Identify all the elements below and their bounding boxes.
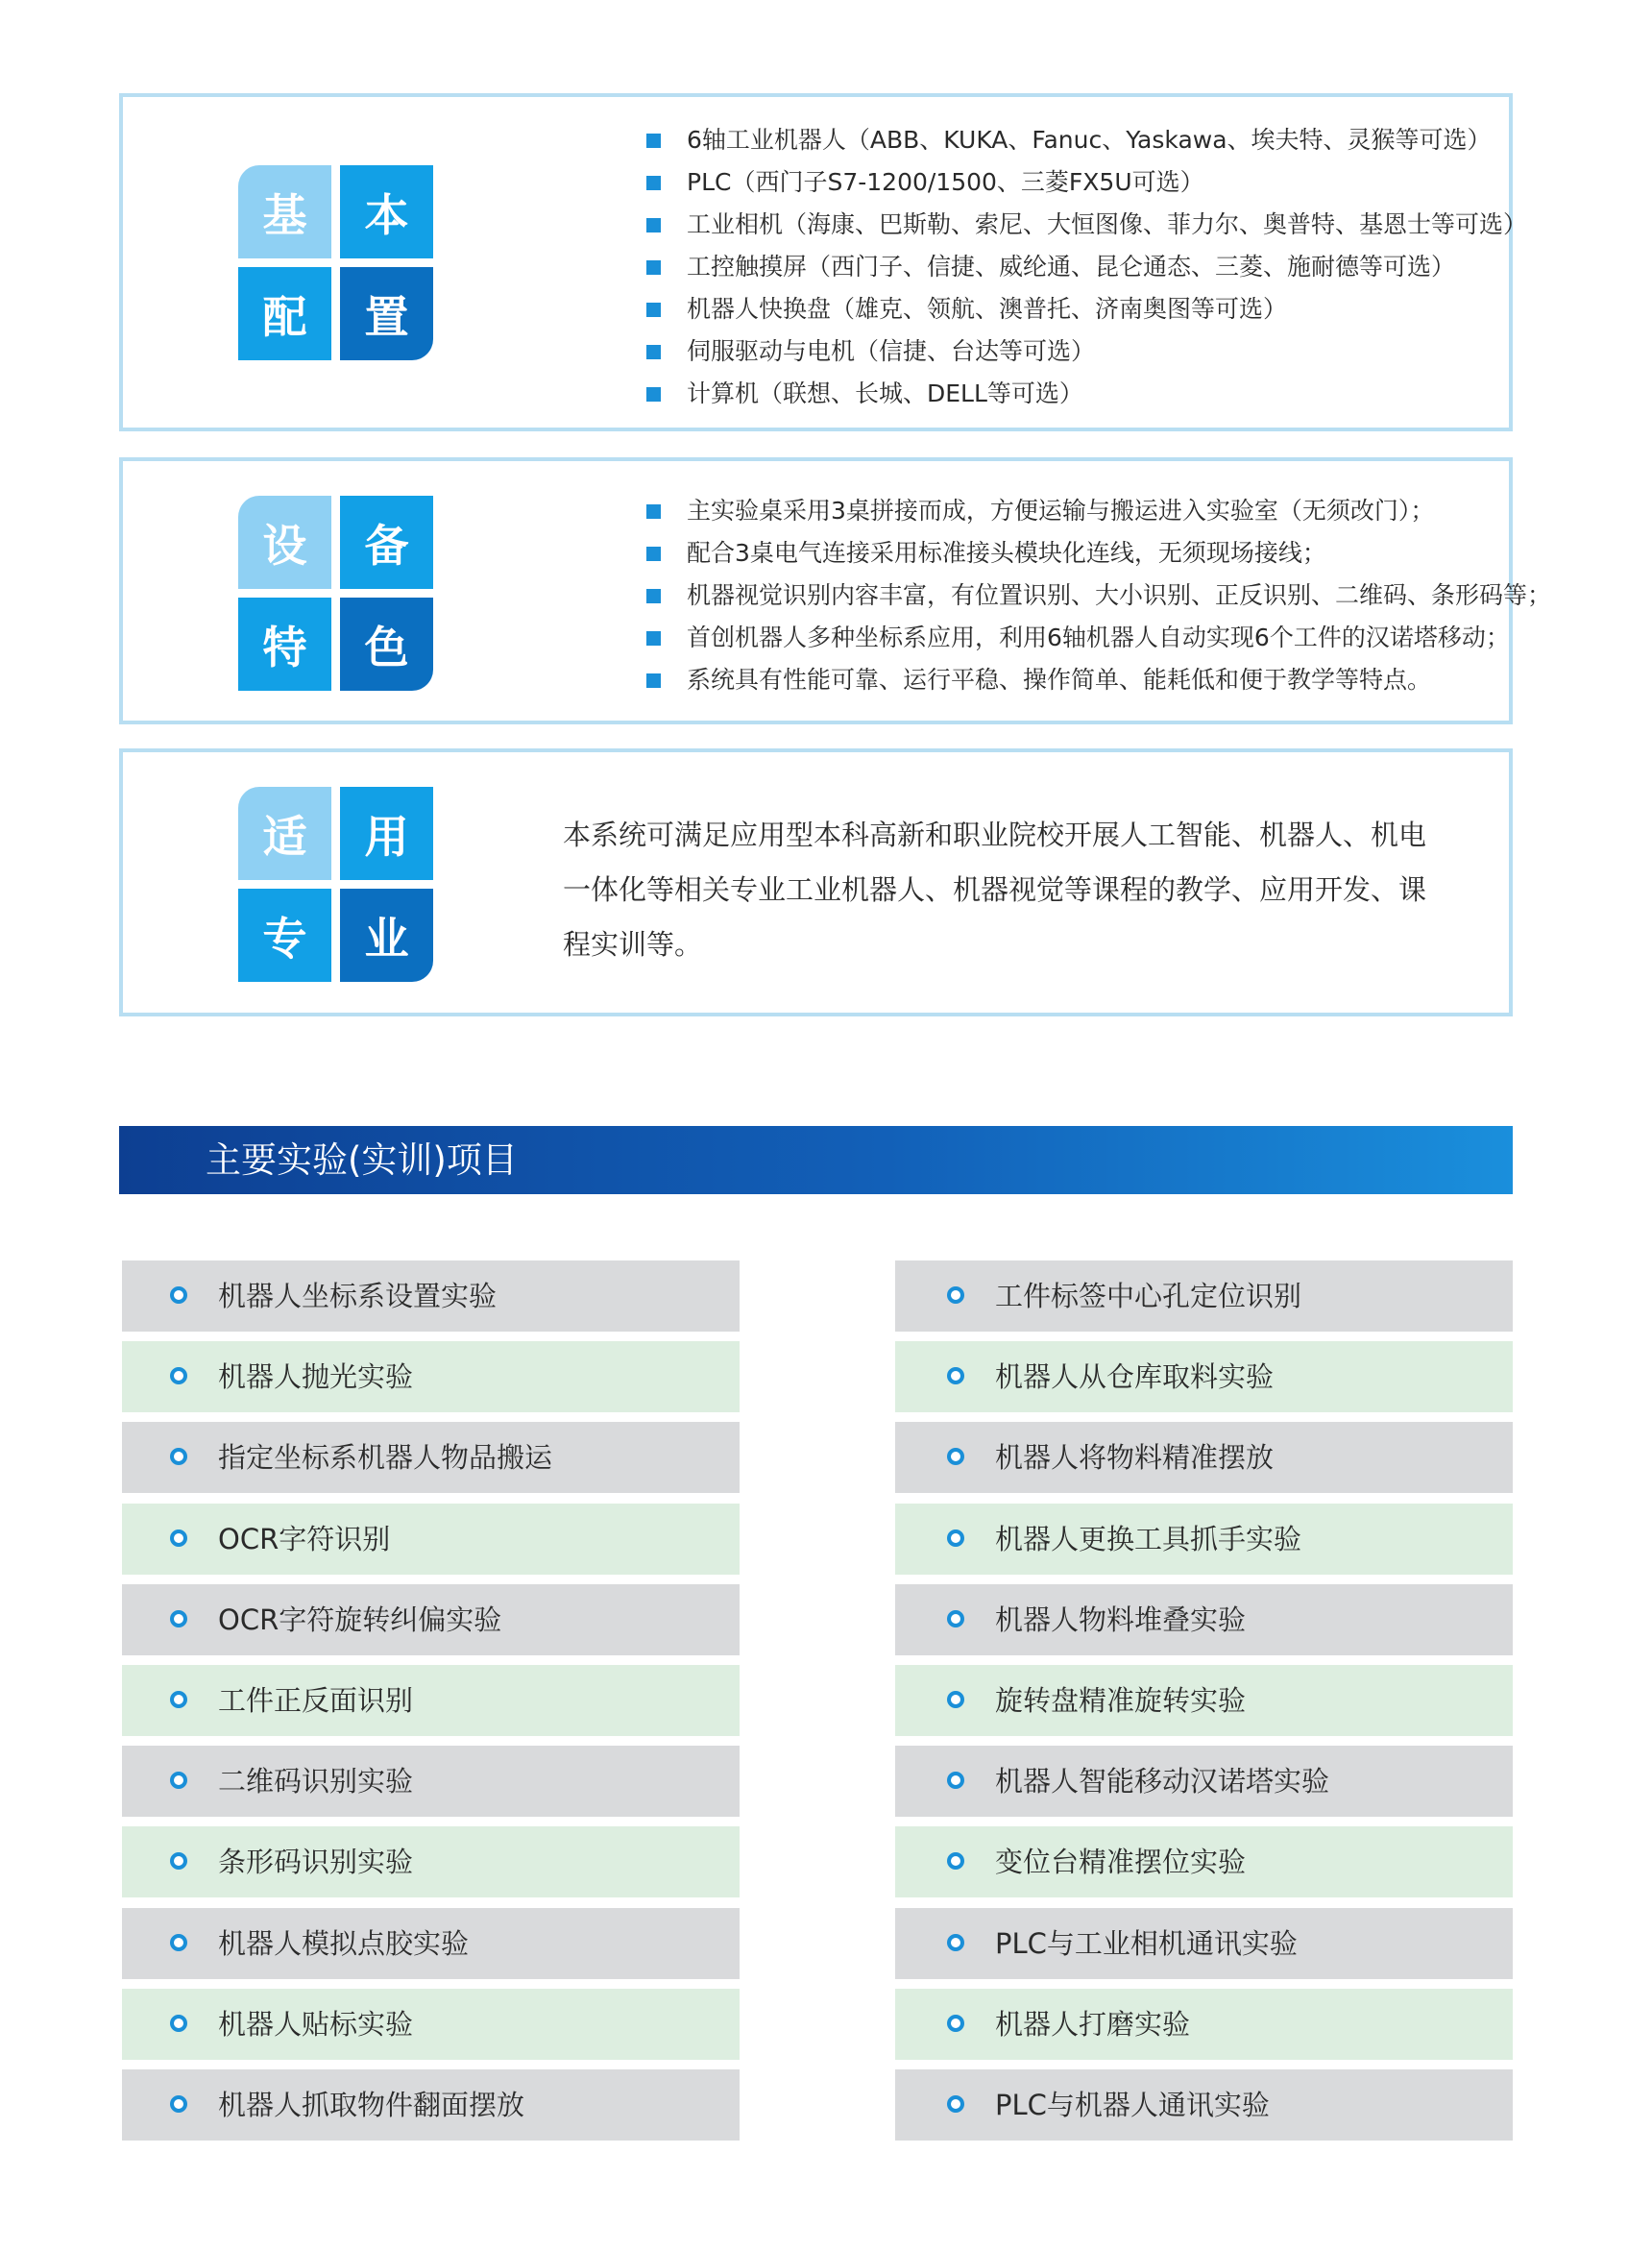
experiments-banner	[119, 1126, 1513, 1194]
list-item: PLC（西门子S7-1200/1500、三菱FX5U可选）	[646, 161, 1527, 204]
list-item: OCR字符旋转纠偏实验	[122, 1584, 740, 1655]
square-bullet-icon	[646, 387, 661, 402]
square-bullet-icon	[646, 260, 661, 275]
section-title: 主要实验(实训)项目	[206, 1139, 518, 1181]
list-item: 首创机器人多种坐标系应用，利用6轴机器人自动实现6个工件的汉诺塔移动；	[646, 617, 1551, 659]
ring-bullet-icon	[947, 1529, 964, 1547]
tile-char: 置	[340, 267, 433, 360]
list-item: 工控触摸屏（西门子、信捷、威纶通、昆仑通态、三菱、施耐德等可选）	[646, 246, 1527, 288]
list-item: 机器人从仓库取料实验	[895, 1341, 1513, 1412]
square-bullet-icon	[646, 134, 661, 148]
list-item: 工件标签中心孔定位识别	[895, 1260, 1513, 1332]
tile-char: 基	[238, 165, 331, 258]
list-item: 机器人更换工具抓手实验	[895, 1504, 1513, 1575]
ring-bullet-icon	[170, 1934, 187, 1951]
list-item: 机器人智能移动汉诺塔实验	[895, 1746, 1513, 1817]
list-item: PLC与工业相机通讯实验	[895, 1908, 1513, 1979]
list-item: 6轴工业机器人（ABB、KUKA、Fanuc、Yaskawa、埃夫特、灵猴等可选）	[646, 119, 1527, 161]
experiments-right-column	[895, 1260, 1513, 2150]
basic-config-tiles	[238, 165, 433, 360]
ring-bullet-icon	[170, 2015, 187, 2032]
square-bullet-icon	[646, 176, 661, 190]
ring-bullet-icon	[947, 1852, 964, 1870]
experiments-left-column	[122, 1260, 740, 2150]
list-item: 配合3桌电气连接采用标准接头模块化连线，无须现场接线；	[646, 532, 1551, 575]
list-item: 旋转盘精准旋转实验	[895, 1665, 1513, 1736]
list-item: 主实验桌采用3桌拼接而成，方便运输与搬运进入实验室（无须改门）；	[646, 490, 1551, 532]
square-bullet-icon	[646, 631, 661, 646]
ring-bullet-icon	[170, 1852, 187, 1870]
basic-config-list	[646, 119, 1527, 415]
tile-char: 业	[340, 889, 433, 982]
list-item: 机器人打磨实验	[895, 1989, 1513, 2060]
ring-bullet-icon	[947, 1610, 964, 1627]
tile-char: 设	[238, 496, 331, 589]
tile-char: 专	[238, 889, 331, 982]
ring-bullet-icon	[947, 1934, 964, 1951]
ring-bullet-icon	[170, 1367, 187, 1384]
ring-bullet-icon	[947, 1286, 964, 1304]
tile-char: 本	[340, 165, 433, 258]
tile-char: 用	[340, 787, 433, 880]
square-bullet-icon	[646, 218, 661, 232]
ring-bullet-icon	[947, 1367, 964, 1384]
list-item: 二维码识别实验	[122, 1746, 740, 1817]
list-item: 机器人贴标实验	[122, 1989, 740, 2060]
paragraph-line: 一体化等相关专业工业机器人、机器视觉等课程的教学、应用开发、课	[563, 873, 1427, 906]
list-item: 机器人模拟点胶实验	[122, 1908, 740, 1979]
ring-bullet-icon	[170, 1772, 187, 1789]
list-item: 机器人将物料精准摆放	[895, 1422, 1513, 1493]
ring-bullet-icon	[170, 1448, 187, 1465]
basic-config-panel	[119, 93, 1528, 431]
square-bullet-icon	[646, 673, 661, 688]
list-item: 机器视觉识别内容丰富，有位置识别、大小识别、正反识别、二维码、条形码等；	[646, 575, 1551, 617]
ring-bullet-icon	[170, 1691, 187, 1708]
square-bullet-icon	[646, 345, 661, 359]
list-item: 计算机（联想、长城、DELL等可选）	[646, 373, 1527, 415]
square-bullet-icon	[646, 303, 661, 317]
ring-bullet-icon	[947, 1691, 964, 1708]
square-bullet-icon	[646, 504, 661, 519]
list-item: OCR字符识别	[122, 1504, 740, 1575]
list-item: 机器人物料堆叠实验	[895, 1584, 1513, 1655]
features-tiles	[238, 496, 433, 691]
ring-bullet-icon	[170, 1529, 187, 1547]
list-item: 伺服驱动与电机（信捷、台达等可选）	[646, 330, 1527, 373]
tile-char: 特	[238, 598, 331, 691]
majors-tiles	[238, 787, 433, 982]
list-item: 机器人坐标系设置实验	[122, 1260, 740, 1332]
majors-description	[563, 808, 1466, 972]
list-item: 条形码识别实验	[122, 1826, 740, 1897]
list-item: 工件正反面识别	[122, 1665, 740, 1736]
list-item: 指定坐标系机器人物品搬运	[122, 1422, 740, 1493]
square-bullet-icon	[646, 589, 661, 603]
ring-bullet-icon	[947, 1448, 964, 1465]
list-item: 变位台精准摆位实验	[895, 1826, 1513, 1897]
ring-bullet-icon	[947, 2015, 964, 2032]
tile-char: 适	[238, 787, 331, 880]
paragraph-line: 程实训等。	[563, 928, 703, 961]
list-item: 机器人抓取物件翻面摆放	[122, 2069, 740, 2141]
list-item: 机器人抛光实验	[122, 1341, 740, 1412]
list-item: 系统具有性能可靠、运行平稳、操作简单、能耗低和便于教学等特点。	[646, 659, 1551, 701]
features-panel	[119, 457, 1552, 724]
ring-bullet-icon	[947, 1772, 964, 1789]
ring-bullet-icon	[170, 2095, 187, 2113]
ring-bullet-icon	[170, 1610, 187, 1627]
paragraph-line: 本系统可满足应用型本科高新和职业院校开展人工智能、机器人、机电	[563, 819, 1427, 851]
list-item: 机器人快换盘（雄克、领航、澳普托、济南奥图等可选）	[646, 288, 1527, 330]
tile-char: 备	[340, 496, 433, 589]
tile-char: 配	[238, 267, 331, 360]
list-item: 工业相机（海康、巴斯勒、索尼、大恒图像、菲力尔、奥普特、基恩士等可选）	[646, 204, 1527, 246]
ring-bullet-icon	[170, 1286, 187, 1304]
list-item: PLC与机器人通讯实验	[895, 2069, 1513, 2141]
features-list	[646, 490, 1551, 701]
square-bullet-icon	[646, 547, 661, 561]
tile-char: 色	[340, 598, 433, 691]
ring-bullet-icon	[947, 2095, 964, 2113]
